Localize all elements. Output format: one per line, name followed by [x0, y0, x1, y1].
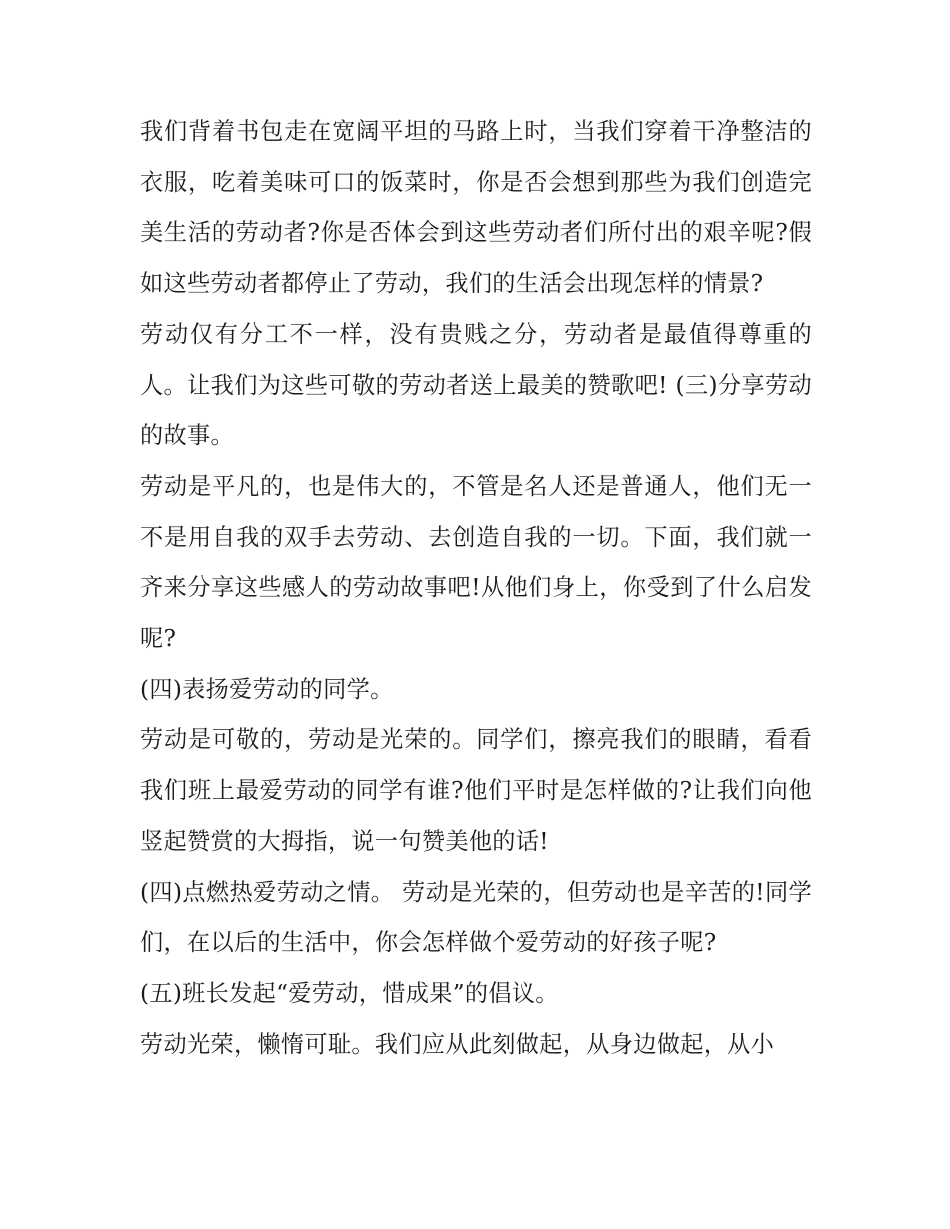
section-heading-4a: (四)表扬爱劳动的同学。	[140, 675, 394, 703]
paragraph-2: 劳动仅有分工不一样，没有贵贱之分，劳动者是最值得尊重的人。让我们为这些可敬的劳动者送上最美的赞歌吧! (三)分享劳动的故事。	[140, 320, 812, 450]
document-body	[140, 107, 812, 1070]
paragraph-1: 我们背着书包走在宽阔平坦的马路上时，当我们穿着干净整洁的衣服，吃着美味可口的饭菜时，你是否会想到那些为我们创造完美生活的劳动者?你是否体会到这些劳动者们所付出的艰辛呢?假如这些劳动者都停止了劳动，我们的生活会出现怎样的情景?	[140, 118, 812, 298]
section-heading-4b: (四)点燃热爱劳动之情。 劳动是光荣的，但劳动也是辛苦的!同学们，在以后的生活中，你会怎样做个爱劳动的好孩子呢?	[140, 878, 812, 957]
paragraph-8: 劳动光荣，懒惰可耻。我们应从此刻做起，从身边做起，从小	[140, 1030, 775, 1058]
paragraph-5: 劳动是可敬的，劳动是光荣的。同学们，擦亮我们的眼睛，看看我们班上最爱劳动的同学有谁?他们平时是怎样做的?让我们向他竖起赞赏的大拇指，说一句赞美他的话!	[140, 726, 812, 855]
paragraph-3: 劳动是平凡的，也是伟大的，不管是名人还是普通人，他们无一不是用自我的双手去劳动、去创造自我的一切。下面，我们就一齐来分享这些感人的劳动故事吧!从他们身上，你受到了什么启发呢?	[140, 472, 812, 653]
section-heading-5: (五)班长发起“爱劳动，惜成果”的倡议。	[140, 979, 559, 1007]
